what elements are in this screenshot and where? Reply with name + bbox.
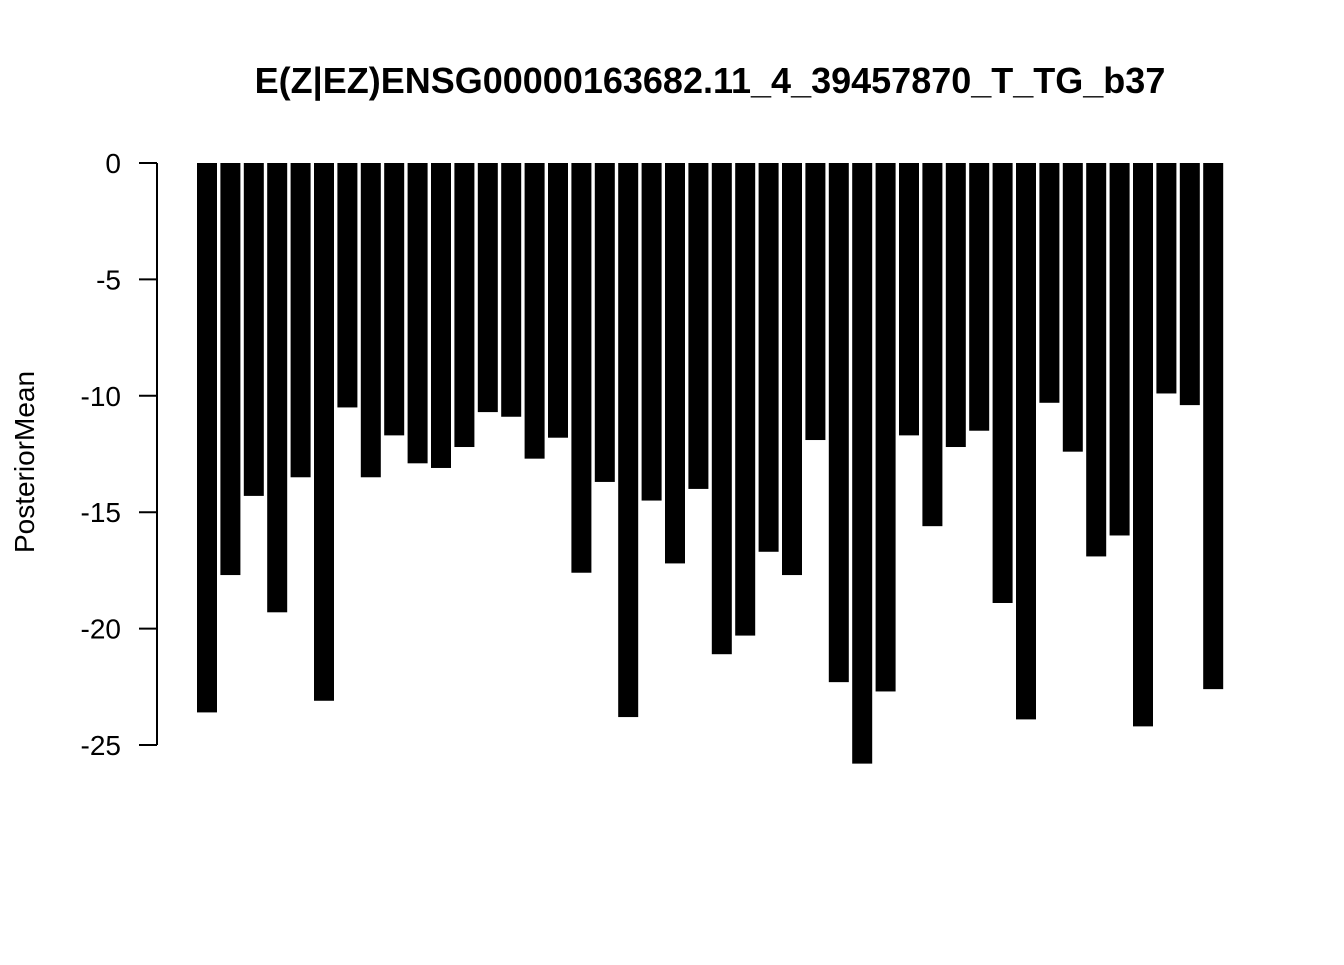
bar [712, 163, 732, 654]
bar [384, 163, 404, 435]
bar [1086, 163, 1106, 556]
y-tick-label: -25 [80, 730, 121, 761]
bar [618, 163, 638, 717]
bar [759, 163, 779, 552]
bar [220, 163, 240, 575]
bar [244, 163, 264, 496]
bar [454, 163, 474, 447]
y-tick-label: -20 [80, 613, 121, 645]
bar [501, 163, 521, 417]
bar [1180, 163, 1200, 405]
chart-title: E(Z|EZ)ENSG00000163682.11_4_39457870_T_TG_b37 [254, 60, 1166, 101]
y-tick-label: 0 [105, 148, 121, 179]
bar [1039, 163, 1059, 403]
bar [1110, 163, 1130, 535]
bar [1156, 163, 1176, 393]
bar [1063, 163, 1083, 452]
y-tick-label: -15 [80, 497, 121, 529]
bar [548, 163, 568, 438]
bar [852, 163, 872, 764]
bar [782, 163, 802, 575]
bar [478, 163, 498, 412]
bar [291, 163, 311, 477]
y-tick-label: -5 [96, 264, 121, 296]
y-tick-label: -10 [80, 380, 121, 412]
bar [571, 163, 591, 573]
bar [665, 163, 685, 563]
bar [1203, 163, 1223, 689]
bar [829, 163, 849, 682]
bar [922, 163, 942, 526]
bar [688, 163, 708, 489]
bar [595, 163, 615, 482]
bar [337, 163, 357, 407]
bar [267, 163, 287, 612]
bar [197, 163, 217, 712]
bar [876, 163, 896, 691]
bar [969, 163, 989, 431]
bar [735, 163, 755, 636]
bar [805, 163, 825, 440]
bar [642, 163, 662, 501]
bar [431, 163, 451, 468]
bar [1133, 163, 1153, 726]
bar [993, 163, 1013, 603]
y-axis-label: PosteriorMean [9, 370, 40, 554]
bar [525, 163, 545, 459]
bar [361, 163, 381, 477]
bar [314, 163, 334, 701]
bar [1016, 163, 1036, 719]
bar [408, 163, 428, 463]
bar [899, 163, 919, 435]
bar [946, 163, 966, 447]
